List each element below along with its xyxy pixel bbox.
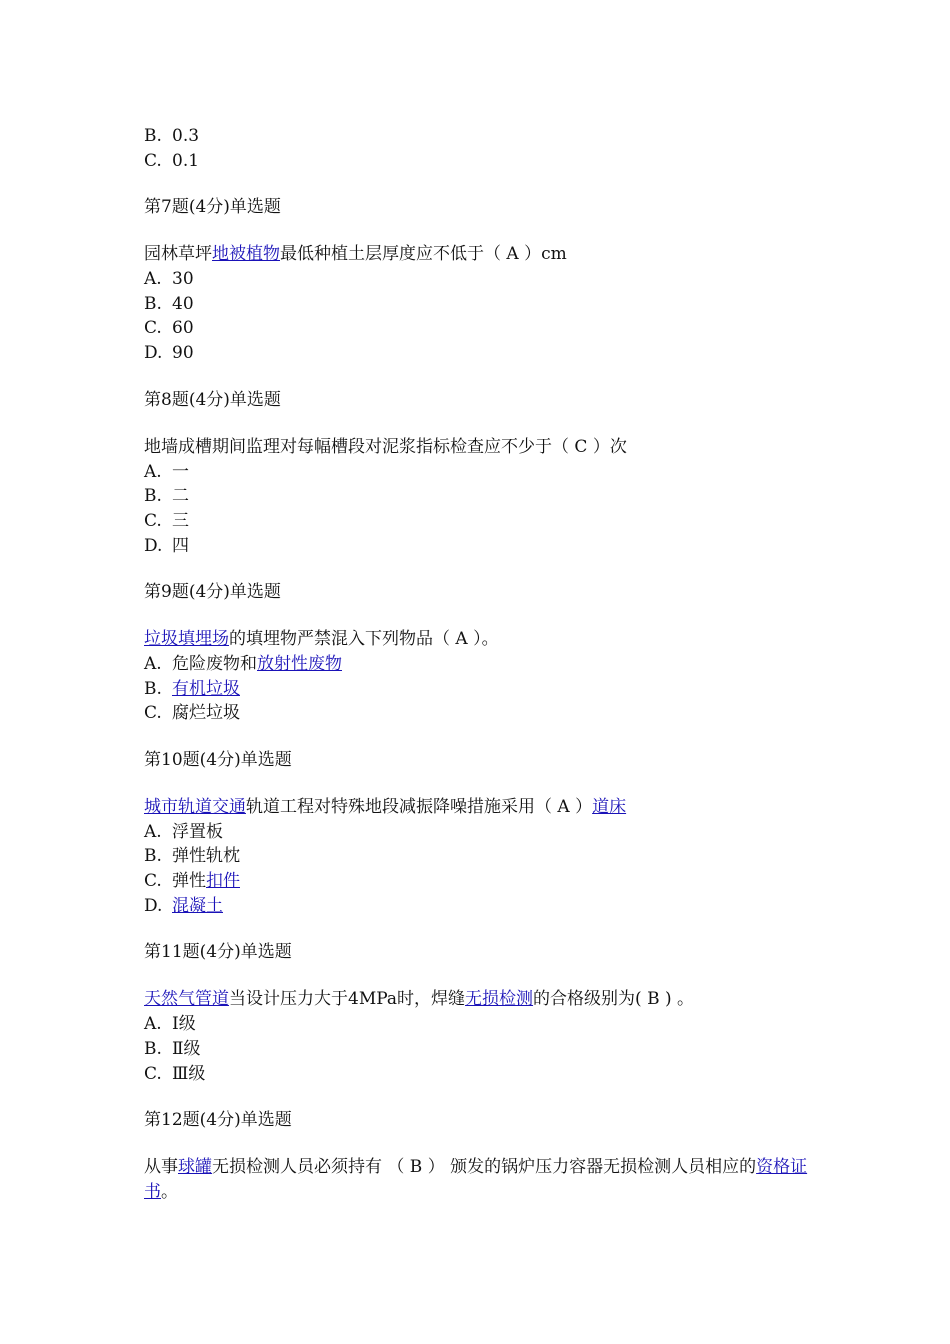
answer-option: [144, 460, 824, 485]
option-key: D.: [144, 343, 163, 364]
text-segment: 一: [172, 461, 189, 482]
option-key: A.: [144, 1014, 162, 1035]
text-segment: 四: [172, 535, 189, 556]
text-segment: Ⅲ级: [172, 1063, 206, 1084]
option-key: C.: [144, 871, 162, 892]
term-link[interactable]: 放射性废物: [257, 653, 342, 674]
text-segment: 0.1: [172, 150, 200, 171]
term-link[interactable]: 天然气管道: [144, 989, 229, 1010]
text-segment: 弹性: [172, 871, 206, 892]
answer-option: [144, 844, 824, 869]
text-segment: 的合格级别为( B ) 。: [533, 989, 695, 1010]
option-key: A.: [144, 269, 162, 290]
text-segment: 60: [172, 318, 194, 339]
answer-option: [144, 1037, 824, 1062]
answer-option: [144, 820, 824, 845]
term-link[interactable]: 球罐: [178, 1156, 212, 1177]
question-block: [144, 748, 824, 918]
term-link[interactable]: 无损检测: [465, 989, 534, 1010]
option-key: B.: [144, 293, 162, 314]
option-key: C.: [144, 1063, 162, 1084]
text-segment: Ⅰ级: [172, 1014, 196, 1035]
text-segment: 三: [172, 510, 189, 531]
text-segment: 浮置板: [172, 821, 223, 842]
answer-option: [144, 1012, 824, 1037]
text-segment: 危险废物和: [172, 653, 257, 674]
document-page: [144, 124, 824, 1205]
option-key: C.: [144, 510, 162, 531]
term-link[interactable]: 资格证书: [144, 1156, 808, 1202]
text-segment: 腐烂垃圾: [172, 703, 240, 724]
text-segment: 0.3: [172, 126, 200, 146]
answer-option: [144, 701, 824, 726]
question-stem: [144, 435, 824, 460]
text-segment: 轨道工程对特殊地段减振降噪措施采用（ A ）: [246, 796, 593, 817]
answer-option: [144, 869, 824, 894]
term-link[interactable]: 垃圾填埋场: [144, 628, 229, 649]
question-title: 第8题(4分)单选题: [144, 389, 281, 410]
option-key: A.: [144, 653, 162, 674]
question-stem: [144, 242, 824, 267]
text-segment: 弹性轨枕: [172, 846, 240, 867]
text-segment: Ⅱ级: [172, 1038, 201, 1059]
option-key: B.: [144, 678, 162, 699]
option-key: B.: [144, 486, 162, 507]
term-link[interactable]: 地被植物: [212, 244, 280, 265]
answer-option: [144, 1062, 824, 1087]
question-title: 第10题(4分)单选题: [144, 750, 292, 770]
text-segment: 40: [172, 293, 194, 314]
option-key: C.: [144, 150, 162, 171]
answer-option: [144, 316, 824, 341]
answer-option: [144, 652, 824, 677]
leading-options: [144, 124, 824, 173]
term-link[interactable]: 混凝土: [172, 895, 223, 916]
question-title: 第11题(4分)单选题: [144, 942, 292, 963]
answer-option: [144, 292, 824, 317]
question-block: [144, 388, 824, 558]
answer-option: [144, 509, 824, 534]
option-key: B.: [144, 126, 162, 146]
option-key: C.: [144, 318, 162, 339]
text-segment: 园林草坪: [144, 244, 212, 265]
answer-option: [144, 534, 824, 559]
question-title: 第7题(4分)单选题: [144, 197, 281, 218]
question-block: [144, 580, 824, 726]
text-segment: 地墙成槽期间监理对每幅槽段对泥浆指标检查应不少于（ C ）次: [144, 436, 627, 457]
text-segment: 当设计压力大于4MPa时，焊缝: [229, 989, 466, 1010]
text-segment: 。: [161, 1181, 178, 1202]
text-segment: 90: [172, 343, 194, 364]
question-stem: [144, 987, 824, 1012]
term-link[interactable]: 扣件: [206, 871, 240, 892]
text-segment: 的填埋物严禁混入下列物品（ A ）。: [229, 628, 499, 649]
answer-option: [144, 484, 824, 509]
term-link[interactable]: 有机垃圾: [172, 678, 240, 699]
answer-option: [144, 149, 824, 174]
question-title: 第12题(4分)单选题: [144, 1110, 292, 1131]
option-key: D.: [144, 535, 163, 556]
option-key: D.: [144, 895, 163, 916]
question-block: [144, 1108, 824, 1205]
question-stem: [144, 627, 824, 652]
text-segment: 最低种植土层厚度应不低于（ A ）cm: [280, 244, 567, 265]
answer-option: [144, 894, 824, 919]
option-key: C.: [144, 703, 162, 724]
question-stem: [144, 795, 824, 820]
text-segment: 二: [172, 486, 189, 507]
option-key: B.: [144, 846, 162, 867]
option-key: A.: [144, 821, 162, 842]
question-title: 第9题(4分)单选题: [144, 582, 281, 603]
answer-option: [144, 677, 824, 702]
question-stem: [144, 1155, 824, 1205]
question-list: [144, 195, 824, 1205]
text-segment: 无损检测人员必须持有 （ B ） 颁发的锅炉压力容器无损检测人员相应的: [212, 1156, 757, 1177]
question-block: [144, 195, 824, 365]
text-segment: 从事: [144, 1156, 178, 1177]
term-link[interactable]: 城市轨道交通: [144, 796, 246, 817]
answer-option: [144, 267, 824, 292]
question-block: [144, 940, 824, 1086]
answer-option: [144, 341, 824, 366]
option-key: A.: [144, 461, 162, 482]
option-key: B.: [144, 1038, 162, 1059]
answer-option: [144, 124, 824, 149]
text-segment: 30: [172, 269, 194, 290]
term-link[interactable]: 道床: [592, 796, 627, 817]
